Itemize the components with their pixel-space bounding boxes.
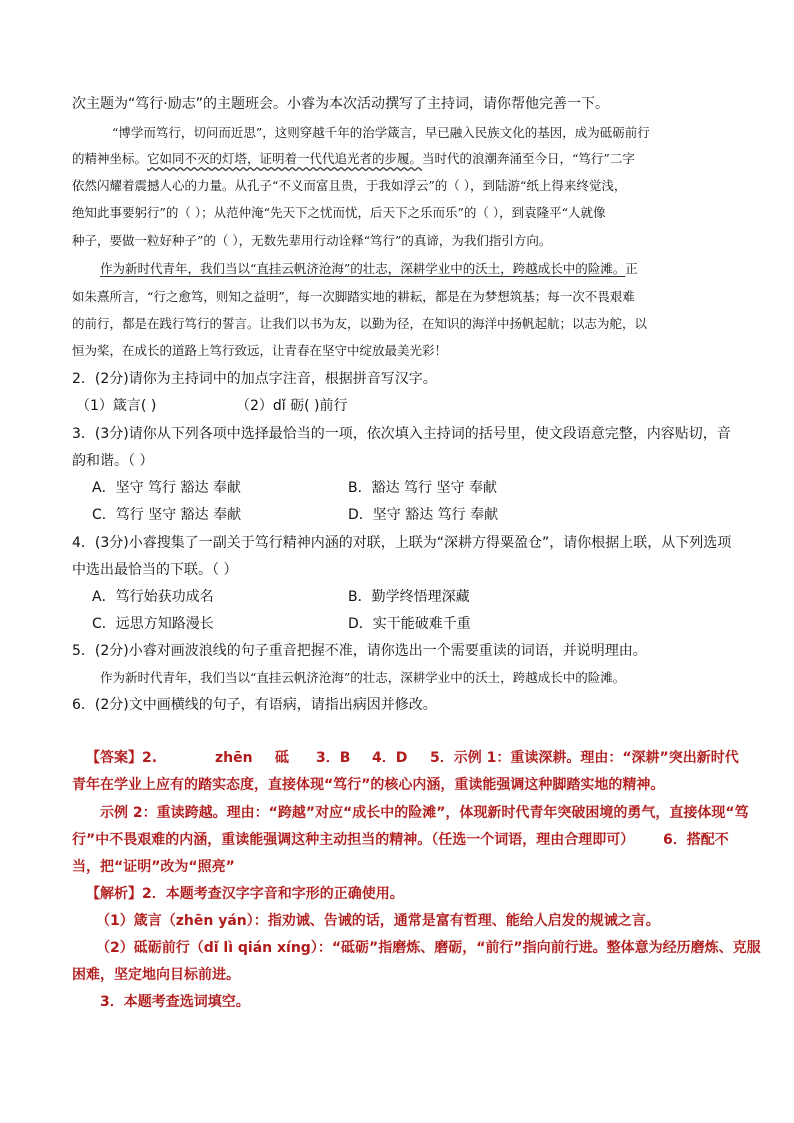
answer-char: 砥	[275, 750, 289, 766]
passage-line: 如朱熹所言，“行之愈笃，则知之益明”，每一次脚踏实地的耕耘，都是在为梦想筑基；每一次不畏艰难	[72, 289, 635, 304]
passage-line	[100, 259, 638, 279]
wavy-underlined-sentence: 它如同不灭的灯塔，证明着一代代追光者的步履。	[147, 151, 423, 166]
question-4-stem: 中选出最恰当的下联。（ ）	[72, 562, 238, 578]
question-3-option-a: A．坚守 笃行 豁达 奉献	[92, 480, 241, 496]
question-4-option-b: B．勤学终悟理深藏	[348, 589, 470, 605]
answer-q5: 5．示例 1：重读深耕。理由：“深耕”突出新时代	[430, 750, 739, 766]
analysis-label: 【解析】	[86, 886, 142, 902]
question-2-item-1: （1）箴言( )	[76, 398, 157, 414]
question-4-option-c: C．远思方知路漫长	[92, 616, 214, 632]
passage-line: 的前行，都是在践行笃行的誓言。让我们以书为友，以勤为径，在知识的海洋中扬帆起航；以志为舵，以	[72, 316, 648, 331]
question-3-option-b: B．豁达 笃行 坚守 奉献	[348, 480, 497, 496]
passage-line: 依然闪耀着震撼人心的力量。从孔子“不义而富且贵，于我如浮云”的（ ），到陆游“纸上得来终觉浅，	[72, 178, 627, 193]
answer-pinyin: zhēn	[215, 750, 253, 766]
passage-line: 绝知此事要躬行”的（ ）；从范仲淹“先天下之忧而忧，后天下之乐而乐”的（ ），到袁隆平“人就像	[72, 205, 606, 220]
answer-line: 示例 2：重读跨越。理由：“跨越”对应“成长中的险滩”，体现新时代青年突破困境的勇气，直接体现“笃	[100, 805, 749, 821]
question-5-stem: 5．(2分)小睿对画波浪线的句子重音把握不准，请你选出一个需要重读的词语，并说明理由。	[72, 643, 647, 659]
question-3-stem: 韵和谐。（ ）	[72, 453, 154, 469]
question-2-stem: 2．(2分)请你为主持词中的加点字注音，根据拼音写汉字。	[72, 371, 437, 387]
analysis-line: 【解析】2．本题考查汉字字音和字形的正确使用。	[86, 886, 404, 902]
analysis-line: （1）箴言（zhēn yán）：指劝诫、告诫的话，通常是富有哲理、能给人启发的规诫之言。	[96, 913, 660, 929]
passage-line: 恒为桨，在成长的道路上笃行致远，让青春在坚守中绽放最美光彩！	[72, 343, 448, 358]
answer-line: 当，把“证明”改为“照亮”	[72, 859, 235, 875]
intro-line: 次主题为“笃行·励志”的主题班会。小睿为本次活动撰写了主持词，请你帮他完善一下。	[72, 96, 609, 112]
answer-q3: 3．B	[316, 750, 351, 766]
question-4-option-a: A．笃行始获功成名	[92, 589, 214, 605]
question-4-option-d: D．实干能破难千重	[348, 616, 471, 632]
question-4-stem: 4．(3分)小睿搜集了一副关于笃行精神内涵的对联，上联为“深耕方得粟盈仓”，请你根据上联，从下列选项	[72, 535, 732, 551]
answer-line: 【答案】2.	[86, 750, 158, 766]
answer-q4: 4．D	[372, 750, 408, 766]
analysis-line: 困难，坚定地向目标前进。	[72, 967, 240, 983]
passage-text: 正	[625, 261, 638, 276]
question-5-quote: 作为新时代青年，我们当以“直挂云帆济沧海”的壮志，深耕学业中的沃土，跨越成长中的险滩。	[100, 670, 626, 685]
question-3-option-c: C．笃行 坚守 豁达 奉献	[92, 507, 242, 523]
answer-line: 青年在学业上应有的踏实态度，直接体现“笃行”的核心内涵，重读能强调这种脚踏实地的精神。	[72, 777, 665, 793]
answer-q6: 6．搭配不	[663, 832, 729, 848]
passage-text: 当时代的浪潮奔涌至今日，“笃行”二字	[422, 151, 635, 166]
analysis-line: （2）砥砺前行（dǐ lì qián xíng）：“砥砺”指磨炼、磨砺，“前行”指向前行进。整体意为经历磨炼、克服	[96, 940, 761, 956]
question-6-stem: 6．(2分)文中画横线的句子，有语病，请指出病因并修改。	[72, 697, 437, 713]
passage-line	[72, 149, 635, 169]
underlined-sentence: 作为新时代青年，我们当以“直挂云帆济沧海”的壮志，深耕学业中的沃土，跨越成长中的险滩。	[100, 261, 626, 276]
question-2-item-2: （2）dǐ 砺( )前行	[236, 398, 348, 414]
answer-label: 【答案】	[86, 750, 142, 766]
question-3-option-d: D．坚守 豁达 笃行 奉献	[348, 507, 499, 523]
passage-line: 种子，要做一粒好种子”的（ ），无数先辈用行动诠释“笃行”的真谛，为我们指引方向。	[72, 233, 552, 248]
question-3-stem: 3．(3分)请你从下列各项中选择最恰当的一项，依次填入主持词的括号里，使文段语意完整，内容贴切，音	[72, 426, 731, 442]
passage-text: 的精神坐标。	[72, 151, 148, 166]
analysis-line: 3．本题考查选词填空。	[100, 994, 250, 1010]
passage-line: “博学而笃行，切问而近思”，这则穿越千年的治学箴言，早已融入民族文化的基因，成为砥砺前行	[112, 125, 650, 140]
answer-line: 行”中不畏艰难的内涵，重读能强调这种主动担当的精神。（任选一个词语，理由合理即可）	[72, 832, 635, 848]
